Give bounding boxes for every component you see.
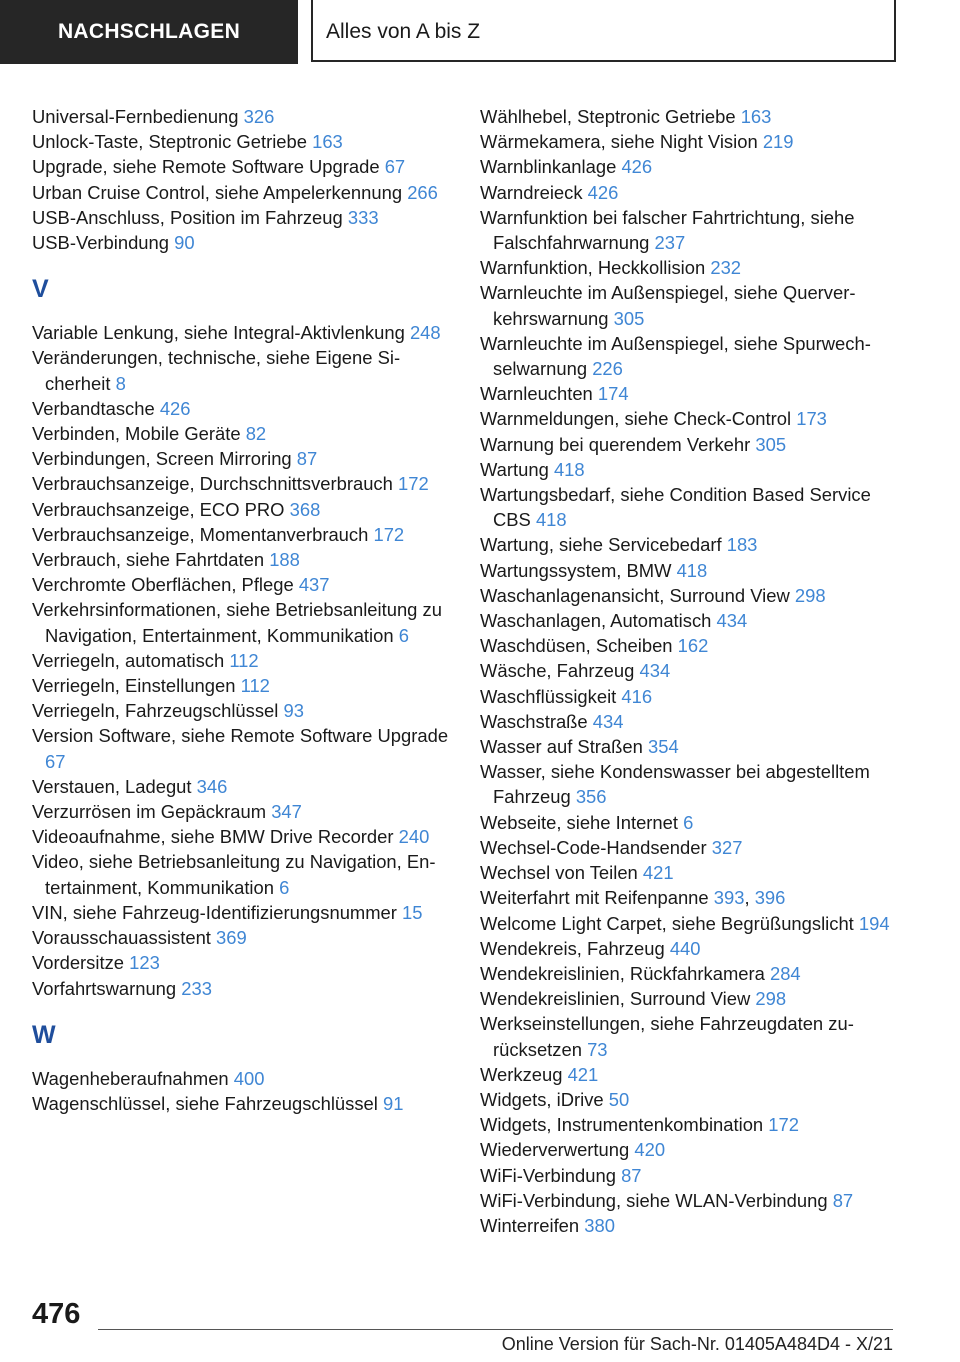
index-entry-term: Wartung (480, 458, 549, 480)
page-reference-link[interactable]: 326 (243, 106, 275, 127)
index-entry (480, 457, 900, 482)
index-entry (32, 900, 452, 925)
index-entry-term: Verbinden, Mobile Geräte (32, 423, 241, 445)
index-entry-term: Video, siehe Betriebsanleitung zu Navigation, Entertainment, Kommunikation (32, 851, 436, 898)
index-entry-term: Waschstraße (480, 710, 588, 732)
index-letter-heading: V (32, 275, 49, 304)
page-reference-link[interactable]: 396 (754, 887, 786, 909)
page-reference-link[interactable]: 369 (216, 927, 247, 949)
index-entry-term: Waschdüsen, Scheiben (480, 635, 673, 657)
page-reference-link[interactable]: 93 (283, 700, 304, 722)
index-entry (480, 205, 900, 255)
index-entry-term: Verbrauchsanzeige, Momentanverbrauch (32, 523, 369, 545)
index-entry (32, 471, 452, 496)
page-reference-link[interactable]: 163 (740, 106, 772, 127)
page-reference-link[interactable]: 163 (312, 131, 343, 153)
index-entry (32, 421, 452, 446)
page-reference-link[interactable]: 266 (407, 181, 438, 203)
page-reference-link[interactable]: 232 (710, 257, 742, 279)
footer-divider (98, 1329, 893, 1330)
index-entry-term: Waschanlagenansicht, Surround View (480, 584, 790, 606)
index-entry (32, 180, 452, 205)
index-entry (480, 406, 900, 431)
index-entry (32, 345, 452, 395)
index-entry (480, 432, 900, 457)
index-entry-term: Wählhebel, Steptronic Getriebe (480, 106, 736, 127)
page-reference-link[interactable]: 393 (713, 887, 745, 909)
index-entry-term: Wiederverwertung (480, 1139, 630, 1161)
index-entry (32, 849, 452, 899)
page-reference-link[interactable]: 188 (269, 549, 300, 571)
index-entry (480, 810, 900, 835)
index-entry-term: Warnfunktion, Heckkollision (480, 257, 706, 279)
index-entry-term: Wagenschlüssel, siehe Fahrzeugschlüssel (32, 1092, 378, 1114)
page-reference-link[interactable]: 400 (233, 1067, 265, 1089)
index-entry (480, 129, 900, 154)
index-entry (32, 799, 452, 824)
index-entry (32, 205, 452, 230)
index-entry (32, 104, 452, 129)
index-entry-term: Webseite, siehe Internet (480, 811, 678, 833)
page-title: Alles von A bis Z (311, 0, 896, 62)
index-entry-term: Wartung, siehe Servicebedarf (480, 534, 722, 556)
page-reference-link[interactable]: 194 (858, 912, 890, 934)
index-entry (32, 925, 452, 950)
page-reference-link[interactable]: 173 (796, 408, 827, 430)
page-reference-link[interactable]: 434 (639, 660, 671, 682)
page-number: 476 (32, 1298, 81, 1330)
index-entry (480, 381, 900, 406)
page-reference-link[interactable]: 418 (553, 458, 585, 480)
page-reference-link[interactable]: 347 (271, 801, 302, 823)
index-entry-term: Vorfahrtswarnung (32, 977, 177, 999)
index-entry (32, 497, 452, 522)
page-reference-link[interactable]: 368 (289, 498, 321, 520)
page-reference-link[interactable]: 248 (409, 322, 441, 344)
index-entry-term: Wasser, siehe Kondenswasser bei abgestelltem Fahrzeug (480, 761, 870, 808)
page-reference-link[interactable]: 15 (402, 901, 423, 923)
index-entry (480, 558, 900, 583)
page-reference-link[interactable]: 380 (584, 1214, 615, 1236)
index-entry (32, 774, 452, 799)
index-entry-term: USB-Anschluss, Position im Fahrzeug (32, 206, 343, 228)
page-reference-link[interactable]: 67 (45, 750, 66, 772)
page-reference-link[interactable]: 87 (832, 1189, 854, 1211)
index-entry-term: Verchromte Oberflächen, Pflege (32, 574, 294, 596)
index-entry (32, 1066, 452, 1091)
index-entry-term: USB-Verbindung (32, 232, 169, 254)
page-reference-link[interactable]: 354 (647, 736, 679, 758)
index-entry (480, 482, 900, 532)
index-entry-term: Weiterfahrt mit Reifenpanne (480, 887, 709, 909)
index-entry (32, 723, 452, 773)
page-reference-link[interactable]: 426 (587, 181, 619, 203)
index-entry-term: Variable Lenkung, siehe Integral-Aktivlenkung (32, 322, 405, 344)
index-entry (480, 1213, 900, 1238)
page-reference-link[interactable]: 333 (347, 206, 379, 228)
index-column-left (32, 104, 452, 1116)
index-entry (480, 961, 900, 986)
index-entry-term: Wendekreis, Fahrzeug (480, 937, 665, 959)
index-entry (480, 255, 900, 280)
index-entry (480, 280, 900, 330)
index-entry-term: Welcome Light Carpet, siehe Begrüßungslicht (480, 912, 854, 934)
page-reference-link[interactable]: 183 (726, 534, 758, 556)
index-entry (480, 709, 900, 734)
index-entry (480, 180, 900, 205)
index-entry (480, 734, 900, 759)
index-entry-term: Verbrauchsanzeige, Durchschnittsverbrauch (32, 473, 393, 495)
page-reference-link[interactable]: 420 (634, 1139, 666, 1161)
page-reference-link[interactable]: 346 (196, 775, 228, 797)
index-entry-term: Wendekreislinien, Surround View (480, 988, 751, 1010)
index-entry (480, 331, 900, 381)
index-entry-term: WiFi-Verbindung, siehe WLAN-Verbindung (480, 1189, 828, 1211)
index-entry-term: Waschanlagen, Automatisch (480, 610, 712, 632)
index-entry (32, 129, 452, 154)
page-reference-link[interactable]: 418 (676, 559, 708, 581)
page-reference-link[interactable]: 426 (621, 156, 653, 178)
index-entry (32, 522, 452, 547)
index-entry-term: Warnleuchten (480, 383, 593, 405)
index-entry (32, 396, 452, 421)
index-entry-term: Warnleuchte im Außenspiegel, siehe Spurwechselwarnung (480, 332, 871, 380)
index-entry-term: Upgrade, siehe Remote Software Upgrade (32, 156, 380, 178)
index-entry (480, 860, 900, 885)
page-reference-link[interactable]: 172 (373, 523, 405, 545)
page-reference-link[interactable]: 112 (229, 649, 259, 671)
page-reference-link[interactable]: 226 (592, 358, 623, 380)
index-entry (32, 1091, 452, 1116)
index-entry-term: Verbindungen, Screen Mirroring (32, 448, 292, 470)
index-entry-term: Waschflüssigkeit (480, 685, 617, 707)
page-reference-link[interactable]: 418 (535, 509, 567, 531)
page-reference-link[interactable]: 172 (768, 1114, 799, 1136)
index-entry-term: Wärmekamera, siehe Night Vision (480, 131, 758, 153)
index-entry-term: WiFi-Verbindung (480, 1164, 616, 1186)
index-entry (480, 1062, 900, 1087)
index-entry-term: Wäsche, Fahrzeug (480, 660, 635, 682)
page-reference-link[interactable]: 305 (613, 307, 645, 329)
index-entry-term: Warnmeldungen, siehe Check-Control (480, 408, 792, 430)
index-entry (480, 911, 900, 936)
page-reference-link[interactable]: 421 (567, 1063, 599, 1085)
index-entry (32, 446, 452, 471)
index-entry (32, 547, 452, 572)
index-entry-term: Wartungsbedarf, siehe Condition Based Service CBS (480, 484, 871, 531)
page-reference-link[interactable]: 174 (597, 383, 629, 405)
page-reference-link[interactable]: 437 (298, 574, 330, 596)
index-entry-term: Wartungssystem, BMW (480, 559, 672, 581)
page-reference-link[interactable]: 162 (677, 635, 709, 657)
index-entry-term: Vorausschauassistent (32, 927, 211, 949)
page-reference-link[interactable]: 434 (592, 710, 624, 732)
index-entry-term: Wechsel-Code-Handsender (480, 836, 707, 858)
page-reference-link[interactable]: 6 (398, 624, 409, 646)
index-entry (480, 1011, 900, 1061)
index-entry-term: Verzurrösen im Gepäckraum (32, 801, 267, 823)
index-entry-term: Wasser auf Straßen (480, 736, 643, 758)
page-reference-link[interactable]: 240 (398, 826, 430, 848)
page-reference-link[interactable]: 6 (683, 811, 694, 833)
index-entry (480, 1112, 900, 1137)
index-entry (480, 658, 900, 683)
page-reference-link[interactable]: 298 (794, 584, 826, 606)
index-entry (480, 684, 900, 709)
index-entry-term: Warnfunktion bei falscher Fahrtrichtung, siehe Falschfahrwarnung (480, 206, 855, 254)
page-reference-link[interactable]: 237 (654, 232, 686, 254)
index-entry (32, 230, 452, 255)
index-entry (480, 759, 900, 809)
page-reference-link[interactable]: 233 (181, 977, 212, 999)
index-entry-term: Urban Cruise Control, siehe Ampelerkennung (32, 181, 403, 203)
page-reference-link[interactable]: 219 (762, 131, 794, 153)
index-entry (32, 673, 452, 698)
page-reference-link[interactable]: 426 (159, 397, 191, 419)
index-entry (32, 824, 452, 849)
index-entry (480, 104, 900, 129)
index-entry (480, 608, 900, 633)
index-entry-term: Winterreifen (480, 1214, 580, 1236)
page-reference-link[interactable]: 298 (755, 988, 787, 1010)
index-entry (32, 950, 452, 975)
footer-text: Online Version für Sach-Nr. 01405A484D4 - X/21 (501, 1334, 893, 1354)
index-entry-term: Version Software, siehe Remote Software Upgrade (32, 725, 449, 747)
index-entry-term: Wagenheberaufnahmen (32, 1067, 229, 1089)
index-entry-term: Verbrauch, siehe Fahrtdaten (32, 549, 265, 571)
index-entry-term: Warndreieck (480, 181, 583, 203)
index-entry (480, 633, 900, 658)
index-entry-term: Werkseinstellungen, siehe Fahrzeugdaten zurücksetzen (480, 1013, 854, 1060)
page-reference-link[interactable]: 87 (621, 1164, 642, 1186)
index-entry (480, 583, 900, 608)
index-entry-term: Verbrauchsanzeige, ECO PRO (32, 498, 285, 520)
index-entry (480, 936, 900, 961)
page-reference-link[interactable]: 82 (245, 423, 267, 445)
index-entry-term: Verstauen, Ladegut (32, 775, 192, 797)
index-entry (32, 572, 452, 597)
page-reference-link[interactable]: 67 (384, 156, 406, 178)
index-entry (480, 835, 900, 860)
index-entry (32, 597, 452, 647)
index-entry-term: Verriegeln, Fahrzeugschlüssel (32, 700, 279, 722)
page-reference-link[interactable]: 90 (174, 232, 195, 254)
page-reference-link[interactable]: 356 (575, 786, 607, 808)
index-entry-term: Widgets, Instrumentenkombination (480, 1114, 764, 1136)
index-entry-term: Universal-Fernbedienung (32, 106, 239, 127)
index-entry (480, 154, 900, 179)
index-entry-term: Unlock-Taste, Steptronic Getriebe (32, 131, 307, 153)
index-entry-term: Wendekreislinien, Rückfahrkamera (480, 962, 765, 984)
index-entry-term: Verbandtasche (32, 397, 155, 419)
index-entry (32, 648, 452, 673)
index-entry-term: Wechsel von Teilen (480, 862, 638, 884)
page-reference-link[interactable]: 327 (711, 836, 743, 858)
index-entry (32, 154, 452, 179)
index-entry-term: Verriegeln, automatisch (32, 649, 225, 671)
index-entry (32, 320, 452, 345)
index-entry (480, 1163, 900, 1188)
page-reference-link[interactable]: 50 (608, 1088, 630, 1110)
page-reference-link[interactable]: 73 (587, 1038, 608, 1060)
index-entry (480, 532, 900, 557)
page-reference-link[interactable]: 112 (240, 675, 270, 697)
section-tab: NACHSCHLAGEN (0, 0, 298, 64)
index-entry (32, 976, 452, 1001)
index-entry-term: Verriegeln, Einstellungen (32, 675, 236, 697)
page-reference-link[interactable]: 172 (397, 473, 429, 495)
page-reference-link[interactable]: 284 (769, 962, 801, 984)
page-reference-link[interactable]: 87 (296, 448, 318, 470)
index-entry-term: Videoaufnahme, siehe BMW Drive Recorder (32, 826, 394, 848)
index-entry (480, 1087, 900, 1112)
index-entry (480, 1137, 900, 1162)
index-entry-term: Vordersitze (32, 952, 124, 974)
index-column-right (480, 104, 900, 1238)
index-entry-term: Warnung bei querendem Verkehr (480, 433, 751, 455)
index-letter-heading: W (32, 1020, 56, 1049)
page-reference-link[interactable]: 91 (382, 1092, 404, 1114)
index-entry: Weiterfahrt mit Reifenpanne 393, 396 (480, 887, 786, 909)
page-reference-link[interactable]: 6 (279, 876, 290, 898)
index-entry (480, 1188, 900, 1213)
index-entry-term: Warnblinkanlage (480, 156, 617, 178)
index-entry-term: Widgets, iDrive (480, 1088, 604, 1110)
page-reference-link[interactable]: 440 (669, 937, 701, 959)
index-entry (32, 698, 452, 723)
index-entry (480, 986, 900, 1011)
page-reference-link[interactable]: 416 (621, 685, 653, 707)
page-reference-link[interactable]: 123 (129, 952, 160, 974)
page-reference-link[interactable]: 8 (115, 372, 126, 394)
index-entry-term: Warnleuchte im Außenspiegel, siehe Querverkehrswarnung (480, 282, 856, 329)
page-reference-link[interactable]: 305 (755, 433, 787, 455)
index-entry-term: Verkehrsinformationen, siehe Betriebsanleitung zu Navigation, Entertainment, Kommunikation (32, 599, 442, 646)
page-reference-link[interactable]: 421 (642, 862, 674, 884)
index-entry-term: VIN, siehe Fahrzeug-Identifizierungsnummer (32, 901, 397, 923)
page-reference-link[interactable]: 434 (716, 610, 748, 632)
index-entry-term: Werkzeug (480, 1063, 563, 1085)
index-entry-term: Veränderungen, technische, siehe Eigene Sicherheit (32, 347, 401, 394)
